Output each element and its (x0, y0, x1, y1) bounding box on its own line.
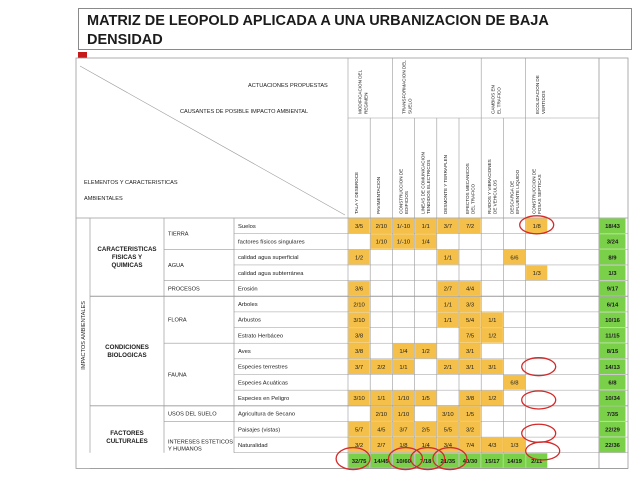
row-total: 3/24 (606, 239, 619, 246)
cell-value: 3/2 (354, 443, 364, 450)
cell-value: 3/8 (465, 396, 475, 403)
cell-value: 6/8 (510, 380, 519, 387)
cell-value: 2/5 (421, 427, 430, 434)
cell-value: 3/1 (465, 364, 475, 371)
row-name-4: Erosión (238, 286, 258, 293)
cell-value: 4/3 (488, 443, 497, 450)
column-header-1: PAVIMENTACION (376, 176, 382, 214)
column-header-2: CONSTRUCCION DEEDIFICIOS (398, 168, 409, 214)
row-name-2: calidad agua superficial (238, 255, 299, 262)
subcategory-label-5: USOS DEL SUELO (168, 411, 217, 418)
column-total: 21/35 (440, 458, 456, 465)
column-total: 14/19 (507, 458, 522, 465)
row-name-11: Especies en Peligro (238, 395, 290, 402)
category-label-0: QUIMICAS (111, 262, 143, 270)
cell-value: 6/6 (510, 255, 519, 262)
cell-value: 3/6 (354, 286, 364, 293)
cell-value: 3/8 (354, 349, 364, 356)
cell-value: 2/7 (443, 286, 453, 293)
column-header-5: EFECTOS MECANICOSDEL TRAFICO (464, 163, 476, 214)
row-total: 9/17 (606, 286, 619, 293)
column-header-7: DESCARGA DEEFLUENTE LIQUIDO (509, 169, 520, 214)
cell-value: 1/1 (443, 255, 453, 262)
cell-value: 7/4 (465, 443, 475, 450)
category-label-1: CONDICIONES (105, 344, 149, 352)
cell-value: 1/1 (443, 302, 453, 309)
slide-title: MATRIZ DE LEOPOLD APLICADA A UNA URBANIZACION DE BAJA DENSIDAD (87, 13, 549, 48)
cell-value: 2/10 (375, 411, 388, 418)
cell-value: 5/5 (443, 427, 453, 434)
category-label-1: BIOLOGICAS (107, 352, 147, 360)
cell-value: 5/7 (354, 427, 364, 434)
row-name-3: calidad agua subterránea (238, 270, 304, 277)
cell-value: 1/2 (488, 396, 497, 403)
cell-value: 2/1 (443, 364, 453, 371)
cell-value: 1/5 (421, 396, 430, 403)
cell-value: 3/7 (443, 224, 453, 231)
row-name-5: Arboles (238, 302, 258, 309)
row-name-9: Especies terrestres (238, 364, 288, 371)
row-total: 6/14 (606, 302, 619, 309)
row-total: 8/9 (608, 255, 617, 262)
subcategory-label-4: FAUNA (168, 372, 187, 379)
subcategory-label-3: FLORA (168, 317, 187, 324)
cell-value: 1/2 (421, 349, 430, 356)
column-total: 32/75 (351, 458, 367, 465)
cell-value: 2/10 (353, 302, 365, 309)
subcategory-label-0: TIERRA (168, 231, 189, 238)
cell-value: 7/5 (465, 333, 475, 340)
row-name-13: Paisajes (vistas) (238, 427, 281, 434)
cell-value: 1/1 (443, 317, 453, 324)
row-name-14: Naturalidad (238, 442, 268, 449)
cell-value: 4/4 (465, 286, 475, 293)
cell-value: 1/3 (510, 443, 519, 450)
column-header-0: TALA Y DESBROCE (353, 171, 359, 214)
cell-value: 2/7 (377, 443, 386, 450)
cell-value: 1/4 (421, 443, 430, 450)
cell-value: 1/1 (421, 224, 430, 231)
cell-value: 3/4 (443, 443, 453, 450)
category-label-2: FACTORES (110, 430, 144, 438)
cell-value: 1/4 (421, 239, 430, 246)
row-total: 10/34 (605, 396, 620, 403)
cell-value: 3/10 (353, 396, 365, 403)
row-total: 22/36 (605, 443, 620, 450)
cell-value: 1/-10 (396, 224, 411, 231)
category-label-2: CULTURALES (106, 438, 148, 446)
row-name-10: Especies Acuáticas (238, 380, 288, 387)
column-total: 40/30 (462, 458, 478, 465)
row-name-7: Estrato Herbáceo (238, 333, 284, 340)
cell-value: 1/1 (377, 396, 386, 403)
group-header-1: TRANSFORMACION DELSUELO (401, 60, 413, 114)
cell-value: 4/5 (377, 427, 386, 434)
cell-value: 2/2 (377, 364, 386, 371)
row-total: 18/43 (605, 224, 620, 231)
row-total: 1/3 (608, 270, 617, 277)
cell-value: 3/2 (465, 427, 475, 434)
cell-value: 3/7 (354, 364, 364, 371)
row-name-12: Agricultura de Secano (238, 411, 296, 418)
column-total: 10/60 (396, 458, 411, 465)
cell-value: 3/8 (354, 333, 364, 340)
subcategory-label-6: INTERESES ESTETICOS (168, 439, 233, 446)
cell-value: 1/10 (397, 396, 410, 403)
row-total: 14/13 (605, 364, 620, 371)
actuaciones-label: ACTUACIONES PROPUESTAS (248, 83, 328, 89)
elementos-label: ELEMENTOS Y CARACTERISTICAS (84, 180, 178, 186)
column-header-4: DESMONTE Y TERRAPLEN (442, 155, 448, 214)
row-name-0: Suelos (238, 223, 256, 230)
row-total: 6/8 (608, 380, 617, 387)
cell-value: 7/2 (465, 224, 475, 231)
row-total: 11/15 (605, 333, 620, 340)
cell-value: 3/1 (465, 349, 475, 356)
cell-value: 1/3 (532, 270, 541, 277)
column-total: 14/45 (373, 458, 389, 465)
cell-value: 2/10 (375, 224, 388, 231)
subcategory-label-2: PROCESOS (168, 286, 200, 293)
cell-value: 1/10 (375, 239, 388, 246)
row-total: 22/29 (605, 427, 620, 434)
column-header-8: CONSTRUCCION DEFOSAS SEPTICAS (531, 168, 543, 214)
cell-value: 3/10 (442, 411, 454, 418)
cell-value: 1/1 (488, 317, 497, 324)
cell-value: 1/5 (465, 411, 475, 418)
cell-value: 1/4 (399, 349, 408, 356)
cell-value: 1/2 (354, 255, 364, 262)
row-total: 10/16 (605, 317, 620, 324)
impactos-label: IMPACTOS AMBIENTALES (81, 301, 87, 370)
ambientales-label: AMBIENTALES (84, 196, 123, 202)
cell-value: 1/10 (397, 411, 410, 418)
column-total: 2/11 (531, 458, 543, 465)
causantes-label: CAUSANTES DE POSIBLE IMPACTO AMBIENTAL (180, 109, 309, 115)
column-total: 7/18 (419, 458, 432, 465)
cell-value: 1/2 (488, 333, 497, 340)
row-name-6: Arbustos (238, 317, 261, 324)
group-header-3: ECOLIZACION DEVERTIDOS (534, 75, 546, 114)
group-header-2: CAMBIOS ENEL TRAFICO (490, 85, 502, 114)
subcategory-label-6: Y HUMANOS (168, 446, 202, 453)
cell-value: 3/3 (465, 302, 475, 309)
row-name-8: Aves (238, 349, 251, 356)
cell-value: 3/1 (488, 364, 497, 371)
row-total: 8/15 (606, 349, 619, 356)
row-total: 7/35 (606, 411, 619, 418)
cell-value: 1/-10 (396, 239, 411, 246)
group-header-0: MODIFICACION DELREGIMEN (357, 69, 369, 114)
column-header-3: LINEAS DE COMUNICACIONTENDIDOS ELECTRICOS (420, 152, 432, 214)
column-total: 15/17 (484, 458, 500, 465)
cell-value: 5/4 (465, 317, 475, 324)
category-label-0: CARACTERISTICAS (97, 246, 157, 254)
cell-value: 3/5 (354, 224, 364, 231)
subcategory-label-1: AGUA (168, 262, 184, 269)
cell-value: 1/8 (399, 443, 408, 450)
cell-value: 1/8 (532, 224, 541, 231)
cell-value: 3/7 (399, 427, 408, 434)
cell-value: 1/1 (399, 364, 408, 371)
cell-value: 3/10 (353, 317, 365, 324)
row-name-1: factores físicos singulares (238, 239, 305, 246)
column-header-6: RUIDOS Y VIBRACIONESDE VEHICULOS (487, 159, 498, 214)
category-label-0: FISICAS Y (111, 254, 143, 262)
